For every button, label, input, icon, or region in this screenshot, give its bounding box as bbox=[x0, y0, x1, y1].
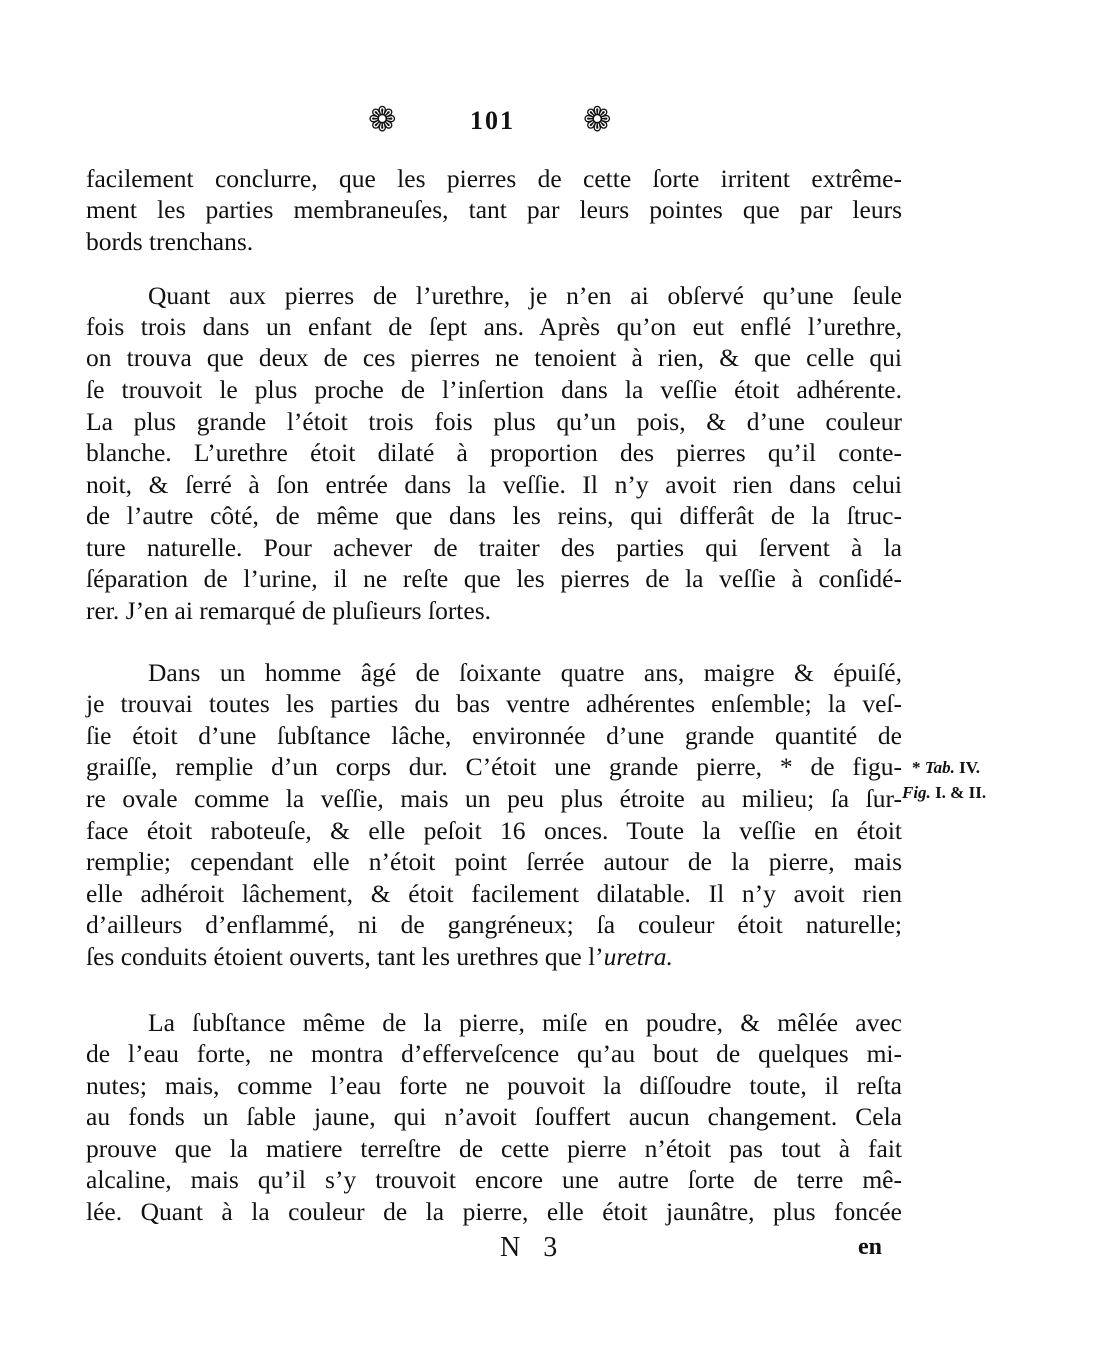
text-line: Dans un homme âgé de ſoixante quatre ans, maigre & épuiſé, bbox=[148, 658, 902, 687]
text-line: face étoit raboteuſe, & elle peſoit 16 onces. Toute la veſſie en étoit bbox=[86, 816, 902, 845]
text-line: de l’autre côté, de même que dans les reins, qui differât de la ſtruc- bbox=[86, 501, 902, 530]
text-line: ment les parties membraneuſes, tant par leurs pointes que par leurs bbox=[86, 195, 902, 224]
text-line: ſéparation de l’urine, il ne reſte que les pierres de la veſſie à conſidé- bbox=[86, 564, 902, 593]
text-line: Quant aux pierres de l’urethre, je n’en ai obſervé qu’une ſeule bbox=[148, 281, 902, 310]
text-line: fois trois dans un enfant de ſept ans. Après qu’on eut enflé l’urethre, bbox=[86, 312, 902, 341]
fleuron-ornament-icon: ❁ bbox=[583, 102, 612, 139]
margin-text: I. & II. bbox=[935, 783, 987, 802]
footnote-star: * bbox=[912, 758, 921, 777]
text-line bbox=[86, 941, 902, 972]
text-line: ture naturelle. Pour achever de traiter des parties qui ſervent à la bbox=[86, 533, 902, 562]
text-line: graiſſe, remplie d’un corps dur. C’étoit une grande pierre, * de figu- bbox=[86, 752, 902, 781]
text-line: je trouvai toutes les parties du bas ventre adhérentes enſemble; la veſ- bbox=[86, 689, 902, 718]
text-line: nutes; mais, comme l’eau forte ne pouvoit la diſſoudre toute, il reſta bbox=[86, 1071, 902, 1100]
fleuron-ornament-icon: ❁ bbox=[368, 102, 397, 139]
italic-term: uretra. bbox=[603, 942, 673, 971]
text-line: bords trenchans. bbox=[86, 227, 254, 256]
margin-note-line bbox=[912, 758, 980, 778]
signature-mark: N 3 bbox=[500, 1232, 566, 1263]
text-line: d’ailleurs d’enflammé, ni de gangréneux; ſa couleur étoit naturelle; bbox=[86, 910, 902, 939]
margin-text: IV. bbox=[959, 758, 981, 777]
text-line: blanche. L’urethre étoit dilaté à proportion des pierres qu’il conte- bbox=[86, 438, 902, 467]
text-line: re ovale comme la veſſie, mais un peu plus étroite au milieu; ſa ſur- bbox=[86, 784, 902, 813]
text-line: de l’eau forte, ne montra d’effervеſcence qu’au bout de quelques mi- bbox=[86, 1039, 902, 1068]
text-line: alcaline, mais qu’il s’y trouvoit encore une autre ſorte de terre mê- bbox=[86, 1165, 902, 1194]
text-line: ſe trouvoit le plus proche de l’inſertion dans la veſſie étoit adhérente. bbox=[86, 375, 902, 404]
catchword: en bbox=[858, 1234, 882, 1260]
text-line: au fonds un ſable jaune, qui n’avoit ſouffert aucun changement. Cela bbox=[86, 1102, 902, 1131]
text-line: prouve que la matiere terreſtre de cette pierre n’étoit pas tout à fait bbox=[86, 1134, 902, 1163]
running-header bbox=[0, 100, 1100, 140]
margin-italic: Fig. bbox=[902, 783, 931, 802]
page-number: 101 bbox=[470, 106, 515, 135]
text-line: lée. Quant à la couleur de la pierre, elle étoit jaunâtre, plus foncée bbox=[86, 1197, 902, 1226]
text-line: ſie étoit d’une ſubſtance lâche, environnée d’une grande quantité de bbox=[86, 721, 902, 750]
text-line: La ſubſtance même de la pierre, miſe en poudre, & mêlée avec bbox=[148, 1008, 902, 1037]
margin-italic: Tab. bbox=[924, 758, 955, 777]
text-line: noit, & ſerré à ſon entrée dans la veſſie. Il n’y avoit rien dans celui bbox=[86, 470, 902, 499]
text-line: on trouva que deux de ces pierres ne tenoient à rien, & que celle qui bbox=[86, 343, 902, 372]
text-line: facilement conclurre, que les pierres de cette ſorte irritent extrême- bbox=[86, 164, 902, 193]
margin-note-line bbox=[902, 783, 986, 803]
text-line: elle adhéroit lâchement, & étoit facilement dilatable. Il n’y avoit rien bbox=[86, 879, 902, 908]
text-line: rer. J’en ai remarqué de pluſieurs ſortes. bbox=[86, 596, 492, 625]
text-line: La plus grande l’étoit trois fois plus qu’un pois, & d’une couleur bbox=[86, 407, 902, 436]
text-run: ſes conduits étoient ouverts, tant les urethres que l’ bbox=[86, 942, 604, 971]
text-line: remplie; cependant elle n’étoit point ſerrée autour de la pierre, mais bbox=[86, 847, 902, 876]
